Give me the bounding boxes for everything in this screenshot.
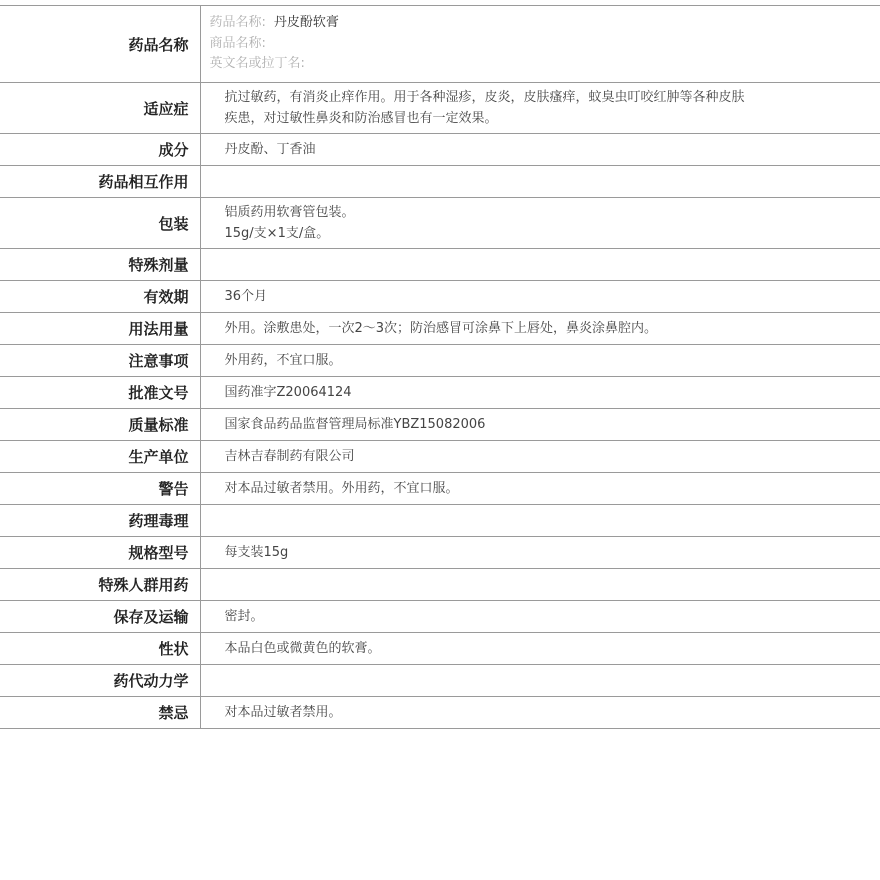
english-name-line: [210, 54, 821, 75]
row-value: [200, 83, 880, 134]
row-value: [200, 345, 880, 377]
table-row: [0, 569, 880, 601]
row-value: [200, 409, 880, 441]
row-label: 特殊剂量: [0, 249, 200, 281]
trade-name-key: 商品名称:: [209, 35, 266, 51]
row-value-line: 对本品过敏者禁用。: [224, 705, 342, 720]
row-value-line: 国药准字Z20064124: [224, 385, 352, 400]
drug-info-table: [0, 5, 880, 729]
row-value-line: 吉林吉春制药有限公司: [224, 449, 355, 464]
table-row: [0, 441, 880, 473]
row-value-line: 36个月: [224, 289, 268, 304]
row-label: 包装: [0, 198, 200, 249]
row-value-line: 疾患，对过敏性鼻炎和防治感冒也有一定效果。: [224, 111, 498, 126]
row-value-line: 15g/支×1支/盒。: [224, 226, 330, 241]
row-value: [200, 569, 880, 601]
row-value: [200, 198, 880, 249]
row-value: [200, 281, 880, 313]
row-value: [200, 473, 880, 505]
row-label: 成分: [0, 134, 200, 166]
generic-name-line: [210, 13, 821, 34]
table-row: [0, 313, 880, 345]
trade-name-line: [210, 34, 821, 55]
row-value-line: 国家食品药品监督管理局标准YBZ15082006: [224, 417, 486, 432]
drug-name-cell: [200, 6, 880, 83]
row-value: [200, 697, 880, 729]
row-label: 用法用量: [0, 313, 200, 345]
row-value: [200, 537, 880, 569]
row-value-line: 外用药，不宜口服。: [224, 353, 342, 368]
row-label: 质量标准: [0, 409, 200, 441]
row-label: 注意事项: [0, 345, 200, 377]
table-row: [0, 697, 880, 729]
row-value: [200, 441, 880, 473]
table-row: [0, 473, 880, 505]
table-row: [0, 281, 880, 313]
table-row: [0, 409, 880, 441]
row-label: 有效期: [0, 281, 200, 313]
row-value: [200, 505, 880, 537]
table-row: [0, 166, 880, 198]
row-value-line: 外用。涂敷患处，一次2～3次；防治感冒可涂鼻下上唇处，鼻炎涂鼻腔内。: [224, 321, 658, 336]
row-value-line: 铝质药用软膏管包装。: [224, 205, 355, 220]
table-row: [0, 505, 880, 537]
generic-name-value: 丹皮酚软膏: [273, 15, 339, 31]
row-value: [200, 633, 880, 665]
table-row: [0, 633, 880, 665]
table-row-drug-name: [0, 6, 880, 83]
table-row: [0, 537, 880, 569]
row-value: [200, 313, 880, 345]
table-row: [0, 83, 880, 134]
row-label: 药理毒理: [0, 505, 200, 537]
row-value-line: 对本品过敏者禁用。外用药，不宜口服。: [224, 481, 459, 496]
table-row: [0, 345, 880, 377]
row-label: 批准文号: [0, 377, 200, 409]
row-label: 特殊人群用药: [0, 569, 200, 601]
row-label: 禁忌: [0, 697, 200, 729]
row-label-drug-name: 药品名称: [0, 6, 200, 83]
table-row: [0, 134, 880, 166]
row-value: [200, 166, 880, 198]
table-row: [0, 377, 880, 409]
row-label: 药品相互作用: [0, 166, 200, 198]
table-row: [0, 665, 880, 697]
row-value: [200, 134, 880, 166]
row-label: 规格型号: [0, 537, 200, 569]
row-value: [200, 249, 880, 281]
generic-name-key: 药品名称:: [209, 15, 266, 31]
english-name-key: 英文名或拉丁名:: [209, 56, 305, 72]
row-label: 性状: [0, 633, 200, 665]
row-value: [200, 665, 880, 697]
table-row: [0, 198, 880, 249]
row-value-line: 抗过敏药，有消炎止痒作用。用于各种湿疹，皮炎，皮肤瘙痒，蚊臭虫叮咬红肿等各种皮肤: [224, 90, 745, 105]
drug-info-table-body: [0, 6, 880, 729]
row-label: 药代动力学: [0, 665, 200, 697]
row-value-line: 每支装15g: [224, 545, 289, 560]
row-label: 保存及运输: [0, 601, 200, 633]
table-row: [0, 249, 880, 281]
row-value-line: 密封。: [224, 609, 264, 624]
row-label: 适应症: [0, 83, 200, 134]
row-value-line: 丹皮酚、丁香油: [224, 142, 316, 157]
row-value-line: 本品白色或微黄色的软膏。: [224, 641, 381, 656]
row-label: 生产单位: [0, 441, 200, 473]
row-value: [200, 377, 880, 409]
row-label: 警告: [0, 473, 200, 505]
table-row: [0, 601, 880, 633]
row-value: [200, 601, 880, 633]
